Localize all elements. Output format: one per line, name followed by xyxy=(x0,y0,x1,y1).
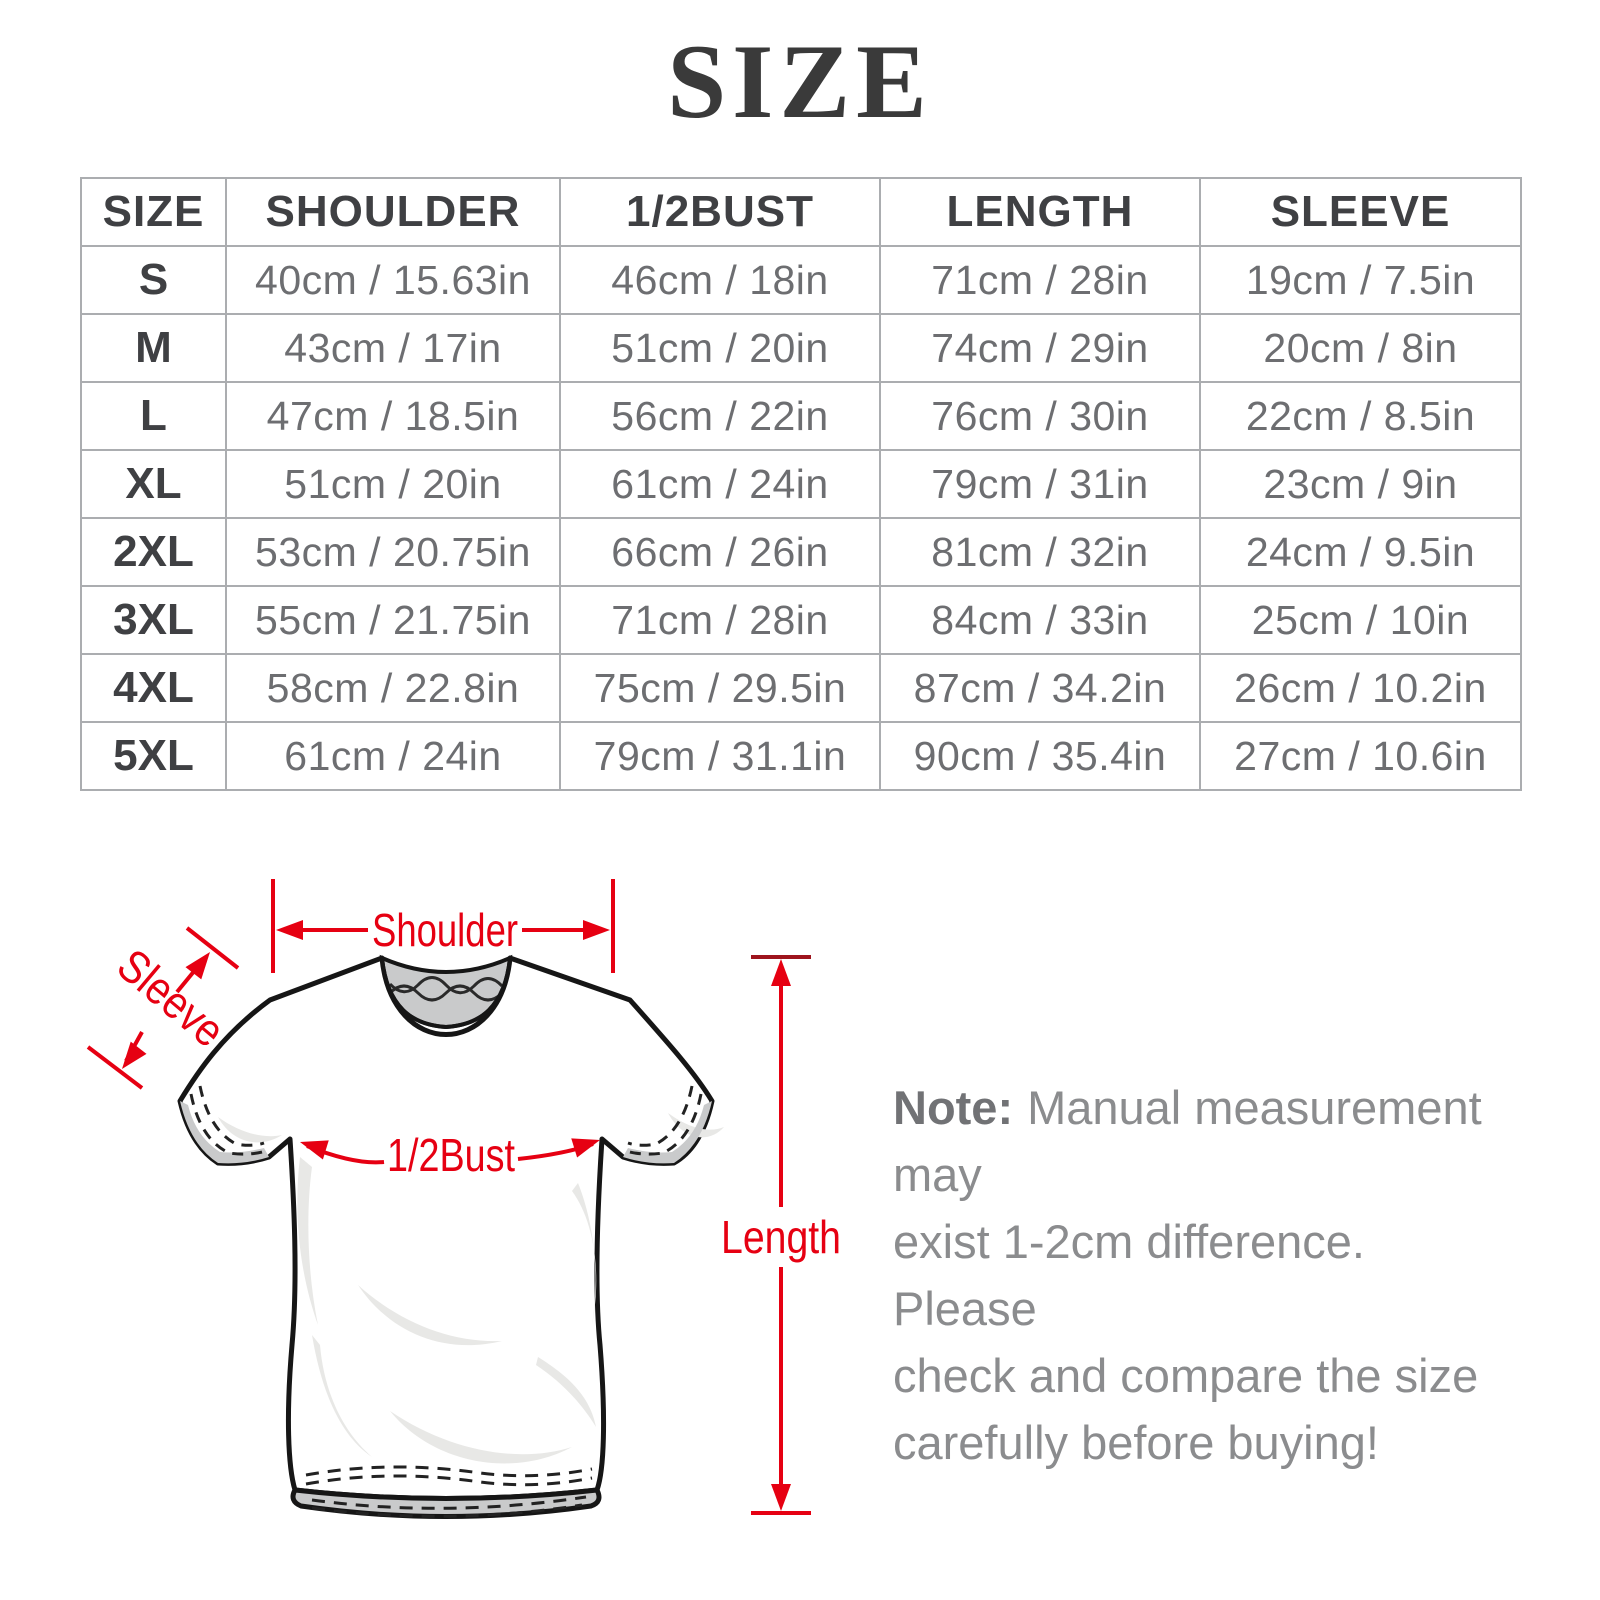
table-row xyxy=(81,722,1521,790)
size-table xyxy=(80,177,1522,791)
note-prefix: Note: xyxy=(893,1081,1014,1134)
tshirt-measurement-diagram xyxy=(60,855,890,1600)
tshirt-outline xyxy=(180,958,712,1499)
length-label: Length xyxy=(721,1211,841,1263)
header-size: SIZE xyxy=(81,178,226,246)
bust-value: 56cm / 22in xyxy=(560,382,880,450)
size-label: L xyxy=(81,382,226,450)
length-value: 84cm / 33in xyxy=(880,586,1200,654)
table-row xyxy=(81,314,1521,382)
header-length: LENGTH xyxy=(880,178,1200,246)
length-value: 79cm / 31in xyxy=(880,450,1200,518)
sleeve-value: 22cm / 8.5in xyxy=(1200,382,1521,450)
size-label: 3XL xyxy=(81,586,226,654)
sleeve-value: 20cm / 8in xyxy=(1200,314,1521,382)
note-line xyxy=(893,1074,1513,1208)
sleeve-value: 24cm / 9.5in xyxy=(1200,518,1521,586)
shoulder-value: 40cm / 15.63in xyxy=(226,246,560,314)
length-value: 76cm / 30in xyxy=(880,382,1200,450)
sleeve-value: 23cm / 9in xyxy=(1200,450,1521,518)
note-line-text: Manual measurement may xyxy=(893,1081,1482,1201)
size-label: 2XL xyxy=(81,518,226,586)
shoulder-value: 55cm / 21.75in xyxy=(226,586,560,654)
bust-value: 61cm / 24in xyxy=(560,450,880,518)
note-line: check and compare the size xyxy=(893,1349,1479,1402)
page-title: SIZE xyxy=(667,23,933,140)
bust-value: 79cm / 31.1in xyxy=(560,722,880,790)
bust-label: 1/2Bust xyxy=(387,1129,516,1181)
note-line: carefully before buying! xyxy=(893,1416,1379,1469)
bust-value: 71cm / 28in xyxy=(560,586,880,654)
table-row xyxy=(81,450,1521,518)
arrowhead-up xyxy=(771,959,791,986)
size-label: 4XL xyxy=(81,654,226,722)
shoulder-value: 53cm / 20.75in xyxy=(226,518,560,586)
table-row xyxy=(81,586,1521,654)
arrowhead-down xyxy=(771,1484,791,1511)
shoulder-value: 51cm / 20in xyxy=(226,450,560,518)
length-value: 74cm / 29in xyxy=(880,314,1200,382)
shoulder-value: 58cm / 22.8in xyxy=(226,654,560,722)
note-line: exist 1-2cm difference. Please xyxy=(893,1215,1365,1335)
header-shoulder: SHOULDER xyxy=(226,178,560,246)
size-label: M xyxy=(81,314,226,382)
shoulder-value: 47cm / 18.5in xyxy=(226,382,560,450)
sleeve-value: 27cm / 10.6in xyxy=(1200,722,1521,790)
header-bust: 1/2BUST xyxy=(560,178,880,246)
shoulder-value: 43cm / 17in xyxy=(226,314,560,382)
table-row xyxy=(81,654,1521,722)
bust-value: 46cm / 18in xyxy=(560,246,880,314)
table-row xyxy=(81,382,1521,450)
sleeve-label: Sleeve xyxy=(107,938,250,1069)
table-row xyxy=(81,246,1521,314)
length-value: 87cm / 34.2in xyxy=(880,654,1200,722)
tshirt-illustration xyxy=(180,958,724,1517)
sleeve-value: 25cm / 10in xyxy=(1200,586,1521,654)
bust-value: 66cm / 26in xyxy=(560,518,880,586)
sleeve-value: 19cm / 7.5in xyxy=(1200,246,1521,314)
size-label: XL xyxy=(81,450,226,518)
note-text xyxy=(893,1074,1513,1476)
size-label: S xyxy=(81,246,226,314)
table-header-row xyxy=(81,178,1521,246)
length-value: 71cm / 28in xyxy=(880,246,1200,314)
sleeve-value: 26cm / 10.2in xyxy=(1200,654,1521,722)
length-value: 81cm / 32in xyxy=(880,518,1200,586)
arrowhead-left xyxy=(276,920,303,940)
header-sleeve: SLEEVE xyxy=(1200,178,1521,246)
length-value: 90cm / 35.4in xyxy=(880,722,1200,790)
bust-value: 75cm / 29.5in xyxy=(560,654,880,722)
shoulder-value: 61cm / 24in xyxy=(226,722,560,790)
table-row xyxy=(81,518,1521,586)
size-label: 5XL xyxy=(81,722,226,790)
bust-value: 51cm / 20in xyxy=(560,314,880,382)
arrowhead-right xyxy=(583,920,610,940)
shoulder-label: Shoulder xyxy=(372,904,518,956)
